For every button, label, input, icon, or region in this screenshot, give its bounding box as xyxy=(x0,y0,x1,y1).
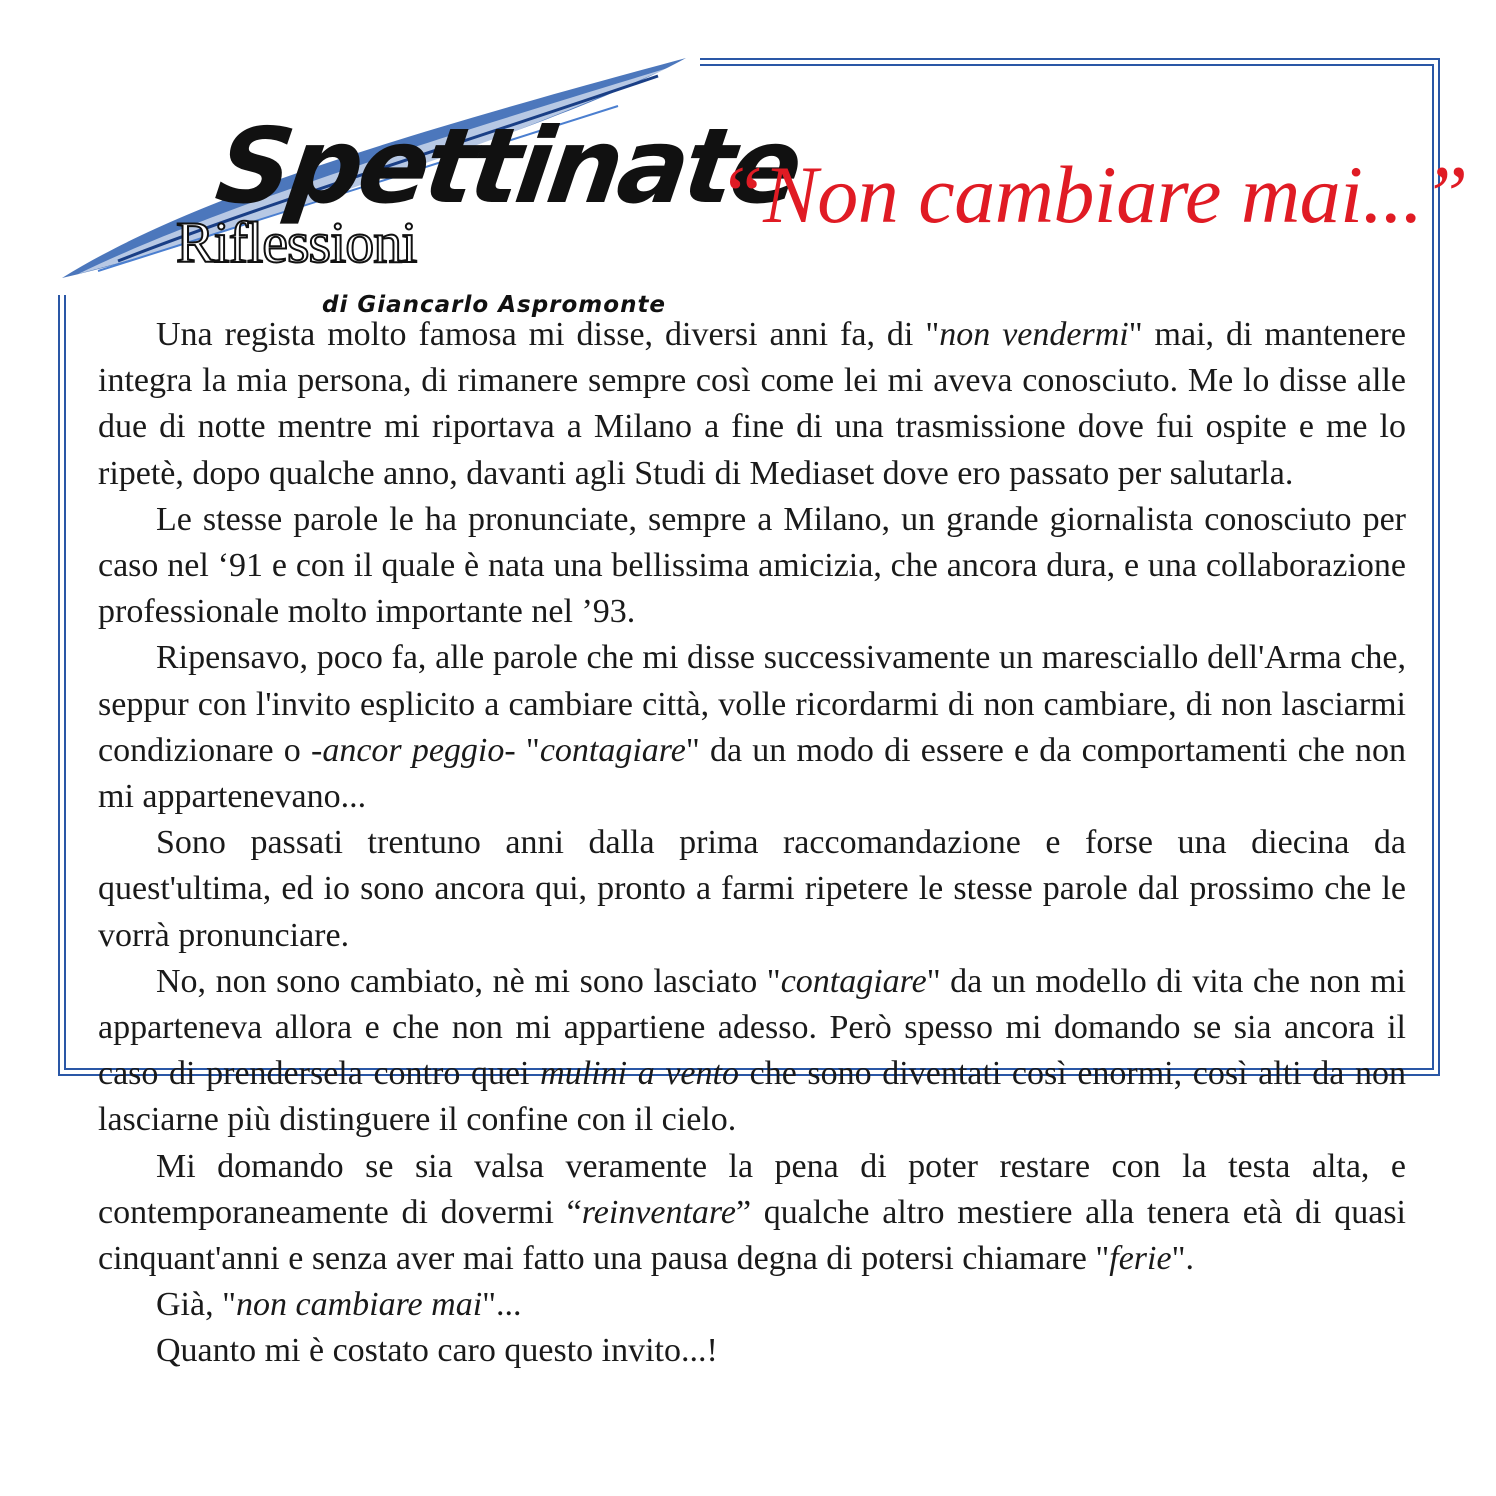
article-title: “Non cambiare mai...” xyxy=(718,149,1468,240)
paragraph-2: Le stesse parole le ha pronunciate, sempre a Milano, un grande giornalista conosciuto per caso nel ‘91 e con il quale è nata una bellissima amicizia, che ancora dura, e una collaborazione professionale molto importante nel ’93. xyxy=(98,500,1406,631)
logo-riflessioni-label: Riflessioni xyxy=(176,210,417,275)
paragraph-3: Ripensavo, poco fa, alle parole che mi disse successivamente un maresciallo dell'Arma che, seppur con l'invito esplicito a cambiare città, volle ricordarmi di non cambiare, di non lasciarmi condizionare o -ancor peggio- "contagiare" da un modo di essere e da comportamenti che non mi appartenevano... xyxy=(98,639,1407,816)
paragraph-4: Sono passati trentuno anni dalla prima raccomandazione e forse una diecina da quest'ultima, ed io sono ancora qui, pronto a farmi ripetere le stesse parole dal prossimo che le vorrà pronunciare. xyxy=(98,824,1406,954)
paragraph-6: Mi domando se sia valsa veramente la pena di poter restare con la testa alta, e contemporaneamente di dovermi “reinventare” qualche altro mestiere alla tenera età di quasi cinquant'anni e senza aver mai fatto una pausa degna di potersi chiamare "ferie". xyxy=(98,1147,1406,1278)
paragraph-5: No, non sono cambiato, nè mi sono lasciato "contagiare" da un modello di vita che non mi apparteneva allora e che non mi appartiene adesso. Però spesso mi domando se sia ancora il caso di prendersela contro quei mulini a vento che sono diventati così enormi, così alti da non lasciarne più distinguere il confine con il cielo. xyxy=(98,962,1406,1139)
logo-script-title: Spettinate xyxy=(209,105,807,227)
paragraph-1: Una regista molto famosa mi disse, diversi anni fa, di "non vendermi" mai, di mantenere integra la mia persona, di rimanere sempre così come lei mi aveva conosciuto. Me lo disse alle due di notte mentre mi riportava a Milano a fine di una trasmissione dove fui ospite e me lo ripetè, dopo qualche anno, davanti agli Studi di Mediaset dove ero passato per salutarla. xyxy=(98,316,1407,492)
paragraph-7: Già, "non cambiare mai"... xyxy=(156,1286,522,1324)
column-logo xyxy=(58,56,807,318)
logo-byline: di Giancarlo Aspromonte xyxy=(322,292,667,318)
article-body xyxy=(98,312,1406,1375)
paragraph-8: Quanto mi è costato caro questo invito...! xyxy=(156,1332,718,1370)
